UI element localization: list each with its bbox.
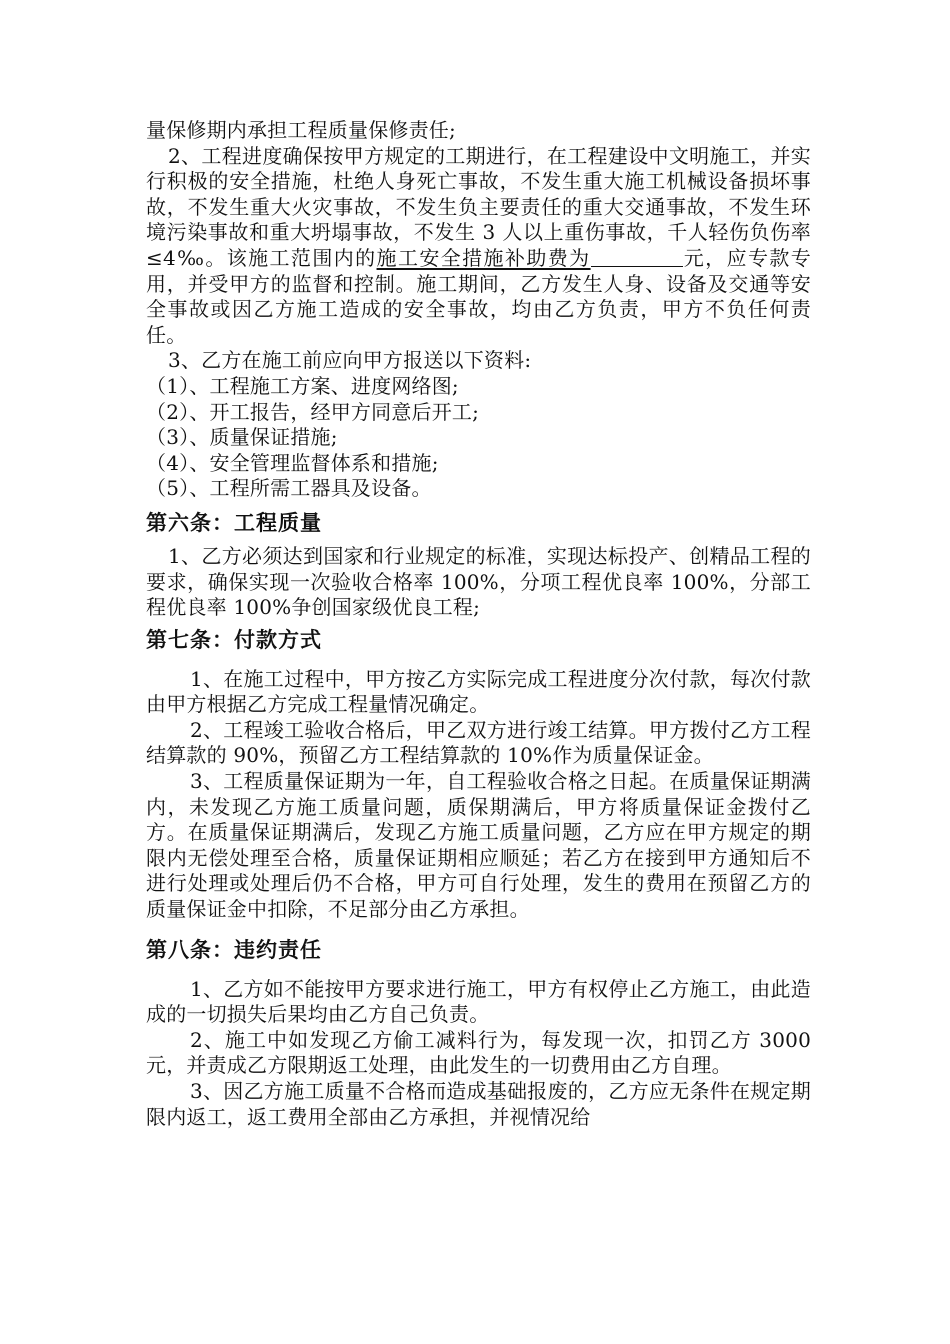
list-item: （1）、工程施工方案、进度网络图; [146,373,459,398]
list-item: （4）、安全管理监督体系和措施; [146,450,439,475]
blank-fill-line [591,248,683,267]
paragraph: 1、乙方必须达到国家和行业规定的标准，实现达标投产、创精品工程的要求，确保实现一次验收合格率 100%，分项工程优良率 100%，分部工程优良率 100%争创国家级优良工程; [146,543,811,620]
list-item: （2）、开工报告，经甲方同意后开工; [146,399,480,424]
underlined-text: 施工安全措施补助费为 [376,245,591,270]
list-item: （3）、质量保证措施; [146,425,338,450]
section-heading: 第七条：付款方式 [146,626,322,652]
section-heading: 第六条：工程质量 [146,509,322,535]
paragraph: 1、乙方如不能按甲方要求进行施工，甲方有权停止乙方施工，由此造成的一切损失后果均由乙方自己负责。 [146,976,811,1027]
document-page [146,118,811,1130]
paragraph: 2、工程竣工验收合格后，甲乙双方进行竣工结算。甲方拨付乙方工程结算款的 90%，预留乙方工程结算款的 10%作为质量保证金。 [146,717,811,768]
paragraph: 2、施工中如发现乙方偷工减料行为，每发现一次，扣罚乙方 3000 元，并责成乙方限期返工处理，由此发生的一切费用由乙方自理。 [146,1027,811,1078]
paragraph: 3、工程质量保证期为一年，自工程验收合格之日起。在质量保证期满内，未发现乙方施工质量问题，质保期满后，甲方将质量保证金拨付乙方。在质量保证期满后，发现乙方施工质量问题，乙方应在甲方规定的期限内无偿处理至合格，质量保证期相应顺延；若乙方在接到甲方通知后不进行处理或处理后仍不合格，甲方可自行处理，发生的费用在预留乙方的质量保证金中扣除，不足部分由乙方承担。 [146,769,811,922]
paragraph: 3、因乙方施工质量不合格而造成基础报废的，乙方应无条件在规定期限内返工，返工费用全部由乙方承担，并视情况给 [146,1079,811,1129]
paragraph-item-2 [146,144,811,349]
list-item: （5）、工程所需工器具及设备。 [146,476,432,501]
paragraph: 1、在施工过程中，甲方按乙方实际完成工程进度分次付款，每次付款由甲方根据乙方完成工程量情况确定。 [146,666,811,717]
paragraph-text: 2、工程进度确保按甲方规定的工期进行，在工程建设中文明施工，并实行积极的安全措施，杜绝人身死亡事故，不发生重大施工机械设备损坏事故，不发生重大火灾事故，不发生负主要责任的重大交通事故，不发生环境污染事故和重大坍塌事故，不发生 3 人以上重伤事故，千人轻伤负伤率≤4‰。该施工范围内的 [146,143,811,270]
paragraph-text: 元，应专款专用，并受甲方的监督和控制。施工期间，乙方发生人身、设备及交通等安全事故或因乙方施工造成的安全事故，均由乙方负责，甲方不负任何责任。 [146,245,811,347]
section-heading: 第八条：违约责任 [146,936,322,962]
text-line: 量保修期内承担工程质量保修责任; [146,118,456,142]
paragraph-item-3: 3、乙方在施工前应向甲方报送以下资料: [168,348,532,373]
